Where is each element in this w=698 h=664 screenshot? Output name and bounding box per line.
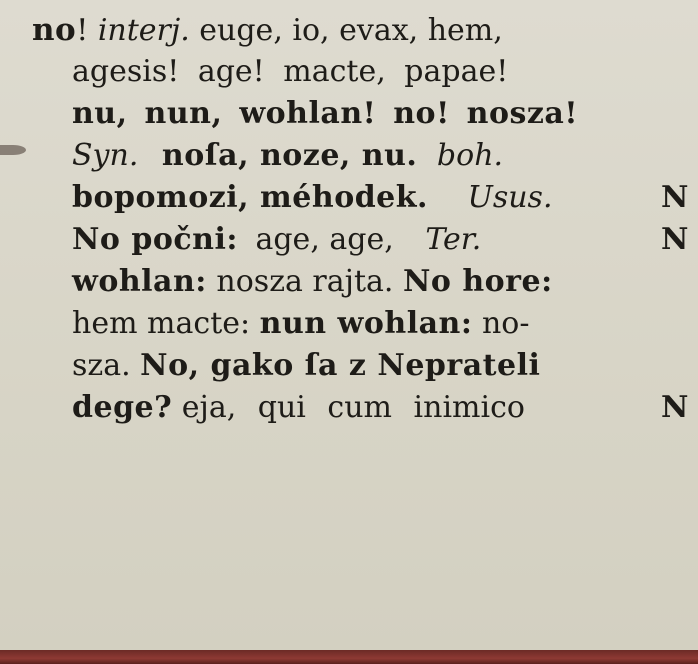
part-of-speech: interj. [97, 13, 190, 48]
boh-label: boh. [436, 138, 504, 173]
synonyms: noſa, noze, nu. [161, 138, 418, 173]
entry-line-9 [72, 348, 540, 384]
entry-line-7 [72, 264, 553, 300]
next-column-fragment-3: N [661, 390, 689, 425]
usus-label: Usus. [467, 180, 553, 215]
entry-line-3 [72, 96, 578, 132]
entry-line-10 [72, 390, 525, 426]
usage-german-1: wohlan: [72, 264, 207, 299]
next-column-fragment-2: N [661, 222, 689, 257]
entry-line-4 [72, 138, 503, 174]
entry-line-1 [32, 12, 503, 49]
usage-latin-3: eja, qui cum inimico [181, 390, 525, 425]
next-column-fragment-1: N [661, 180, 689, 215]
usage-phrase-3: No, gako ſa z Neprateli [140, 348, 541, 383]
latin-equivalents: euge, io, evax, hem, [199, 13, 503, 48]
entry-line-2 [72, 54, 508, 90]
usage-hungarian-2-start: no- [481, 306, 530, 341]
latin-equivalents-cont: agesis! age! macte, papae! [72, 54, 509, 89]
entry-line-6 [72, 222, 481, 258]
usage-latin-2: hem macte: [72, 306, 251, 341]
synonym-label: Syn. [72, 138, 139, 173]
usage-phrase-1: No počni: [72, 222, 238, 257]
german-equivalents: nu, nun, wohlan! no! nosza! [72, 96, 579, 131]
usage-latin-1: age, age, [255, 222, 394, 257]
usage-hungarian-2-end: sza. [72, 348, 131, 383]
headword: no [32, 12, 77, 48]
usage-hungarian-1: nosza rajta. [216, 264, 394, 299]
book-edge [0, 650, 698, 664]
ter-label: Ter. [425, 222, 482, 257]
usage-phrase-3-end: dege? [72, 390, 173, 425]
ink-stain [0, 145, 26, 155]
entry-line-5 [72, 180, 552, 216]
usage-phrase-2: No hore: [402, 264, 553, 299]
headword-exclamation: ! [76, 13, 89, 48]
usage-german-2: nun wohlan: [259, 306, 473, 341]
entry-line-8 [72, 306, 530, 342]
bohemian-equivalents: bopomozi, méhodek. [72, 180, 428, 215]
